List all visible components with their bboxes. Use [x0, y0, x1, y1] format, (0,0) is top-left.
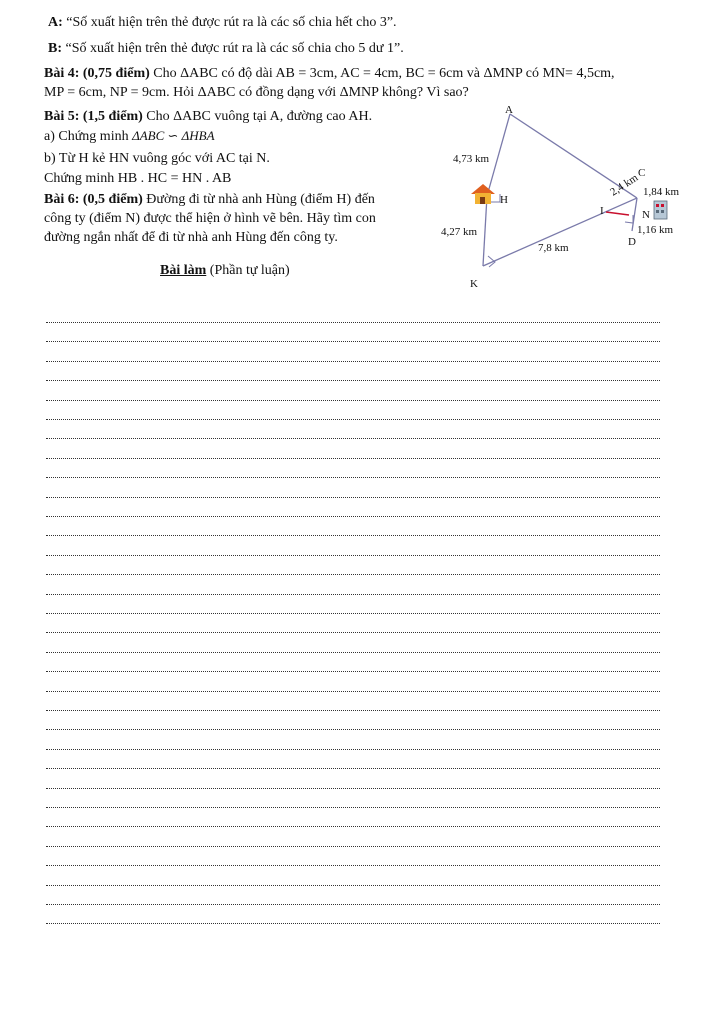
right-angle-n: [625, 215, 633, 223]
answer-line[interactable]: [46, 477, 660, 478]
bai5-part-a: [44, 127, 215, 145]
segment-ah: [487, 114, 510, 196]
event-a: [48, 14, 397, 31]
answer-line[interactable]: [46, 652, 660, 653]
bai4-text-1: Cho ΔABC có độ dài AB = 3cm, AC = 4cm, BC = 6cm và ΔMNP có MN= 4,5cm,: [149, 66, 615, 81]
segment-hk: [483, 196, 487, 266]
event-b-label: B:: [48, 41, 62, 56]
answer-line[interactable]: [46, 632, 660, 633]
bai6-line3: đường ngắn nhất để đi từ nhà anh Hùng đến công ty.: [44, 230, 338, 245]
answer-line[interactable]: [46, 419, 660, 420]
answer-line[interactable]: [46, 341, 660, 342]
bai6-text-1: Đường đi từ nhà anh Hùng (điểm H) đến: [142, 192, 375, 207]
event-b-text: “Số xuất hiện trên thẻ được rút ra là các số chia cho 5 dư 1”.: [65, 41, 404, 56]
answer-line[interactable]: [46, 594, 660, 595]
bai6-line2: công ty (điểm N) được thể hiện ở hình vẽ bên. Hãy tìm con: [44, 211, 376, 226]
answer-line[interactable]: [46, 826, 660, 827]
point-d-label: D: [628, 236, 636, 248]
bai5-part-a-prefix: a) Chứng minh: [44, 129, 133, 144]
answer-line[interactable]: [46, 497, 660, 498]
point-n-label: N: [642, 209, 650, 221]
event-a-text: “Số xuất hiện trên thẻ được rút ra là các số chia hết cho 3”.: [66, 15, 397, 30]
answer-line[interactable]: [46, 535, 660, 536]
right-angle-h: [491, 194, 500, 202]
answer-line[interactable]: [46, 749, 660, 750]
answer-line[interactable]: [46, 458, 660, 459]
answer-line[interactable]: [46, 768, 660, 769]
answer-title: Bài làm: [160, 263, 207, 278]
bai5-part-b2: Chứng minh HB . HC = HN . AB: [44, 171, 232, 186]
answer-subtitle: (Phần tự luận): [206, 263, 290, 278]
answer-line[interactable]: [46, 361, 660, 362]
bai5-part-a-formula: ΔABC ∽ ΔHBA: [132, 128, 215, 143]
bai5-part-b: b) Từ H kẻ HN vuông góc với AC tại N.: [44, 151, 270, 166]
point-a-label: A: [505, 104, 513, 116]
answer-line[interactable]: [46, 574, 660, 575]
answer-line[interactable]: [46, 846, 660, 847]
answer-line[interactable]: [46, 380, 660, 381]
segment-in: [606, 212, 629, 215]
bai5-heading: Bài 5: (1,5 điểm): [44, 109, 143, 124]
answer-line[interactable]: [46, 710, 660, 711]
answer-line[interactable]: [46, 729, 660, 730]
answer-line[interactable]: [46, 516, 660, 517]
route-figure: [425, 104, 695, 294]
point-i-label: I: [600, 205, 604, 217]
segment-kc: [483, 198, 637, 266]
length-ah-label: 4,73 km: [453, 153, 490, 165]
answer-heading: [160, 262, 290, 279]
answer-line[interactable]: [46, 923, 660, 924]
answer-line[interactable]: [46, 807, 660, 808]
answer-line[interactable]: [46, 613, 660, 614]
answer-line[interactable]: [46, 904, 660, 905]
answer-line[interactable]: [46, 865, 660, 866]
length-ic-label: 2,4 km: [608, 171, 641, 199]
answer-line[interactable]: [46, 671, 660, 672]
bai6-line1: [44, 191, 375, 208]
point-h-label: H: [500, 194, 508, 206]
office-building-icon: [654, 201, 667, 219]
length-ki-label: 7,8 km: [538, 242, 569, 254]
house-icon: [471, 184, 495, 204]
bai4-line1: [44, 65, 615, 82]
bai5-line1: [44, 108, 372, 125]
answer-line[interactable]: [46, 691, 660, 692]
event-a-label: A:: [48, 15, 63, 30]
point-k-label: K: [470, 278, 478, 290]
right-angle-k: [488, 256, 495, 267]
answer-line[interactable]: [46, 400, 660, 401]
length-nd-label: 1,16 km: [637, 224, 674, 236]
length-cn-label: 1,84 km: [643, 186, 680, 198]
event-b: [48, 40, 404, 57]
answer-line[interactable]: [46, 788, 660, 789]
answer-line[interactable]: [46, 322, 660, 323]
bai4-line2: MP = 6cm, NP = 9cm. Hỏi ΔABC có đồng dạng với ΔMNP không? Vì sao?: [44, 85, 469, 100]
length-hk-label: 4,27 km: [441, 226, 478, 238]
answer-line[interactable]: [46, 885, 660, 886]
answer-line[interactable]: [46, 438, 660, 439]
bai5-text-1: Cho ΔABC vuông tại A, đường cao AH.: [142, 109, 373, 124]
bai6-heading: Bài 6: (0,5 điểm): [44, 192, 143, 207]
point-c-label: C: [638, 167, 646, 179]
bai4-heading: Bài 4: (0,75 điểm): [44, 66, 150, 81]
answer-line[interactable]: [46, 555, 660, 556]
